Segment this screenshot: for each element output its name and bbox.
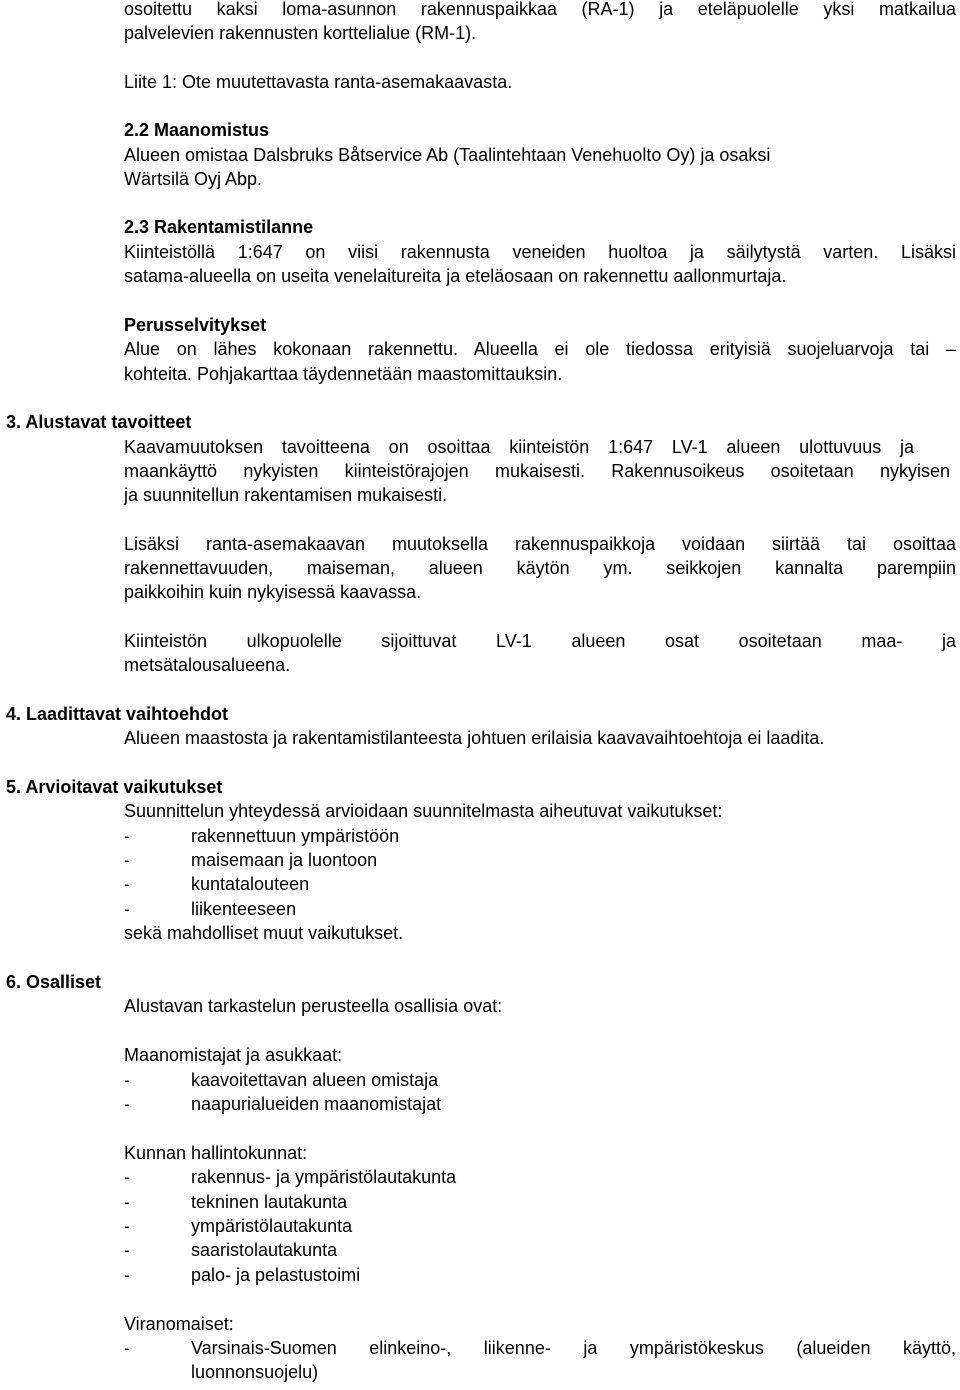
group-title-municipal: Kunnan hallintokunnat: xyxy=(124,1143,308,1163)
section-3-p3-line-2: metsätalousalueena. xyxy=(124,655,291,675)
section-3-p2-line-2: rakennettavuuden, maiseman, alueen käytön ym. seikkojen kannalta parempiin xyxy=(124,558,956,578)
list-item-continuation: luonnonsuojelu) xyxy=(191,1362,319,1382)
section-3-p2-line-1: Lisäksi ranta-asemakaavan muutoksella rakennuspaikkoja voidaan siirtää tai osoittaa xyxy=(124,534,956,554)
section-2-3-line-1: Kiinteistöllä 1:647 on viisi rakennusta veneiden huoltoa ja säilytystä varten. Lisäksi xyxy=(124,242,956,262)
list-dash: - xyxy=(124,874,130,894)
section-3-p1-line-1: Kaavamuutoksen tavoitteena on osoittaa kiinteistön 1:647 LV-1 alueen ulottuvuus ja xyxy=(124,437,914,457)
list-dash: - xyxy=(124,1167,130,1187)
section-2-2-line-2: Wärtsilä Oyj Abp. xyxy=(124,169,263,189)
intro-line-2: palvelevien rakennusten korttelialue (RM-1). xyxy=(124,23,477,43)
intro-line-1: osoitettu kaksi loma-asunnon rakennuspaikkaa (RA-1) ja eteläpuolelle yksi matkailua xyxy=(124,0,956,19)
list-dash: - xyxy=(124,1094,130,1114)
list-item: tekninen lautakunta xyxy=(191,1192,348,1212)
section-3-p1-line-3: ja suunnitellun rakentamisen mukaisesti. xyxy=(124,485,448,505)
section-5-heading: 5. Arvioitavat vaikutukset xyxy=(6,777,223,797)
group-title-authorities: Viranomaiset: xyxy=(124,1314,234,1334)
list-dash: - xyxy=(124,1070,130,1090)
list-item: rakennettuun ympäristöön xyxy=(191,826,400,846)
list-item: rakennus- ja ympäristölautakunta xyxy=(191,1167,457,1187)
section-2-3-line-2: satama-alueella on useita venelaitureita ja eteläosaan on rakennettu aallonmurtaja. xyxy=(124,266,787,286)
section-4-line-1: Alueen maastosta ja rakentamistilanteesta johtuen erilaisia kaavavaihtoehtoja ei laadita. xyxy=(124,728,825,748)
list-item: kaavoitettavan alueen omistaja xyxy=(191,1070,439,1090)
list-item: ympäristölautakunta xyxy=(191,1216,353,1236)
perusselvitykset-line-2: kohteita. Pohjakarttaa täydennetään maastomittauksin. xyxy=(124,364,563,384)
list-dash: - xyxy=(124,899,130,919)
list-item: palo- ja pelastustoimi xyxy=(191,1265,361,1285)
section-3-p1-line-2: maankäyttö nykyisten kiinteistörajojen mukaisesti. Rakennusoikeus osoitetaan nykyisen xyxy=(124,461,950,481)
section-3-p3-line-1: Kiinteistön ulkopuolelle sijoittuvat LV-1 alueen osat osoitetaan maa- ja xyxy=(124,631,956,651)
group-title-landowners: Maanomistajat ja asukkaat: xyxy=(124,1045,343,1065)
section-2-2-line-1: Alueen omistaa Dalsbruks Båtservice Ab (Taalintehtaan Venehuolto Oy) ja osaksi xyxy=(124,145,771,165)
list-dash: - xyxy=(124,1192,130,1212)
list-item: kuntatalouteen xyxy=(191,874,310,894)
section-5-outro: sekä mahdolliset muut vaikutukset. xyxy=(124,923,404,943)
list-dash: - xyxy=(124,1240,130,1260)
list-dash: - xyxy=(124,1265,130,1285)
list-dash: - xyxy=(124,826,130,846)
section-2-3-heading: 2.3 Rakentamistilanne xyxy=(124,217,314,237)
list-dash: - xyxy=(124,1216,130,1236)
section-2-2-heading: 2.2 Maanomistus xyxy=(124,120,270,140)
perusselvitykset-heading: Perusselvitykset xyxy=(124,315,267,335)
list-dash: - xyxy=(124,1338,130,1358)
section-5-intro: Suunnittelun yhteydessä arvioidaan suunnitelmasta aiheutuvat vaikutukset: xyxy=(124,801,723,821)
perusselvitykset-line-1: Alue on lähes kokonaan rakennettu. Alueella ei ole tiedossa erityisiä suojeluarvoja tai – xyxy=(124,339,956,359)
section-4-heading: 4. Laadittavat vaihtoehdot xyxy=(6,704,229,724)
attachment-note: Liite 1: Ote muutettavasta ranta-asemakaavasta. xyxy=(124,72,513,92)
list-item: naapurialueiden maanomistajat xyxy=(191,1094,442,1114)
list-dash: - xyxy=(124,850,130,870)
section-3-heading: 3. Alustavat tavoitteet xyxy=(6,412,192,432)
section-3-p2-line-3: paikkoihin kuin nykyisessä kaavassa. xyxy=(124,582,422,602)
section-6-heading: 6. Osalliset xyxy=(6,972,102,992)
list-item: saaristolautakunta xyxy=(191,1240,338,1260)
section-6-intro: Alustavan tarkastelun perusteella osallisia ovat: xyxy=(124,996,503,1016)
list-item: maisemaan ja luontoon xyxy=(191,850,378,870)
list-item: Varsinais-Suomen elinkeino-, liikenne- ja ympäristökeskus (alueiden käyttö, xyxy=(191,1338,956,1358)
list-item: liikenteeseen xyxy=(191,899,297,919)
